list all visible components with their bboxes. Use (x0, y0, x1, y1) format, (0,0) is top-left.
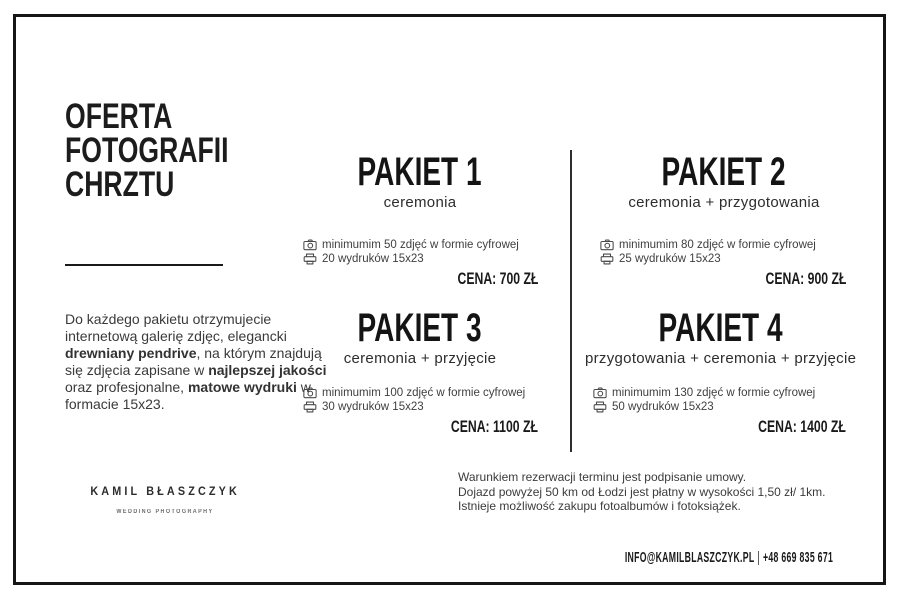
page-title-line: OFERTA (65, 97, 173, 136)
package-prints-row (303, 400, 545, 414)
printer-icon (303, 253, 317, 265)
camera-icon (593, 387, 607, 399)
package-prints-text: 30 wydruków 15x23 (322, 401, 424, 413)
brand-tagline: WEDDING PHOTOGRAPHY (116, 509, 214, 515)
package-price: CENA: 1100 ZŁ (450, 417, 538, 436)
package-prints-row (593, 400, 856, 414)
package-subtitle: ceremonia + przyjęcie (343, 350, 497, 367)
package-prints-row (600, 252, 856, 266)
package-title: PAKIET 2 (662, 150, 786, 194)
package-photos-text: minimumim 80 zdjęć w formie cyfrowej (619, 239, 816, 251)
contact-email: INFO@KAMILBLASZCZYK.PL (624, 550, 755, 566)
terms-line: Istnieje możliwość zakupu fotoalbumów i fotoksiążek. (458, 499, 741, 513)
package-price: CENA: 700 ZŁ (457, 269, 538, 288)
terms-block (458, 470, 826, 514)
printer-icon (593, 401, 607, 413)
printer-icon (600, 253, 614, 265)
brand-name: KAMIL BŁASZCZYK (90, 484, 240, 498)
package-photos-text: minimumim 130 zdjęć w formie cyfrowej (612, 387, 816, 399)
package-subtitle: przygotowania + ceremonia + przyjęcie (585, 350, 857, 367)
package-prints-row (303, 252, 545, 266)
package-card-1 (295, 150, 545, 290)
intro-text-bold: najlepszej jakości (208, 362, 327, 378)
package-card-3 (295, 306, 545, 438)
camera-icon (303, 239, 317, 251)
package-card-4 (585, 306, 856, 438)
contact-separator: | (757, 550, 760, 566)
intro-paragraph (65, 311, 333, 413)
contact-text (625, 550, 833, 566)
package-price: CENA: 900 ZŁ (765, 269, 846, 288)
brand-logo (75, 482, 255, 518)
package-photos-text: minimumim 50 zdjęć w formie cyfrowej (322, 239, 519, 251)
intro-text-bold: drewniany pendrive (65, 345, 197, 361)
page-title-line: CHRZTU (65, 165, 175, 204)
package-title: PAKIET 4 (658, 306, 783, 350)
package-photos-row (600, 238, 856, 252)
package-photos-row (303, 386, 545, 400)
page-title (65, 97, 280, 204)
intro-text: , na którym znajdują się zdjęcia zapisane w (65, 345, 322, 378)
package-prints-text: 25 wydruków 15x23 (619, 253, 721, 265)
title-divider-rule (65, 264, 223, 266)
package-subtitle: ceremonia + przygotowania (628, 194, 820, 211)
camera-icon (303, 387, 317, 399)
terms-line: Warunkiem rezerwacji terminu jest podpisanie umowy. (458, 470, 747, 484)
package-subtitle: ceremonia (383, 194, 457, 211)
terms-line: Dojazd powyżej 50 km od Łodzi jest płatny w wysokości 1,50 zł/ 1km. (458, 484, 826, 499)
intro-text: w formacie 15x23. (65, 379, 311, 412)
camera-icon (600, 239, 614, 251)
contact-phone: +48 669 835 671 (762, 550, 833, 566)
package-title: PAKIET 1 (358, 150, 482, 194)
contact-bar (486, 549, 833, 567)
package-photos-row (593, 386, 856, 400)
package-prints-text: 20 wydruków 15x23 (322, 253, 424, 265)
printer-icon (303, 401, 317, 413)
package-title: PAKIET 3 (358, 306, 482, 350)
intro-text-bold: matowe wydruki (187, 379, 297, 395)
package-card-2 (592, 150, 856, 290)
intro-text: Do każdego pakietu otrzymujecie internetową galerię zdjęc, elegancki (65, 311, 287, 344)
package-prints-text: 50 wydruków 15x23 (612, 401, 714, 413)
intro-text: oraz profesjonalne, (65, 379, 188, 395)
column-divider (570, 150, 572, 452)
package-photos-row (303, 238, 545, 252)
package-photos-text: minimumim 100 zdjęć w formie cyfrowej (322, 387, 526, 399)
package-price: CENA: 1400 ZŁ (758, 417, 846, 436)
page-title-line: FOTOGRAFII (65, 131, 229, 170)
